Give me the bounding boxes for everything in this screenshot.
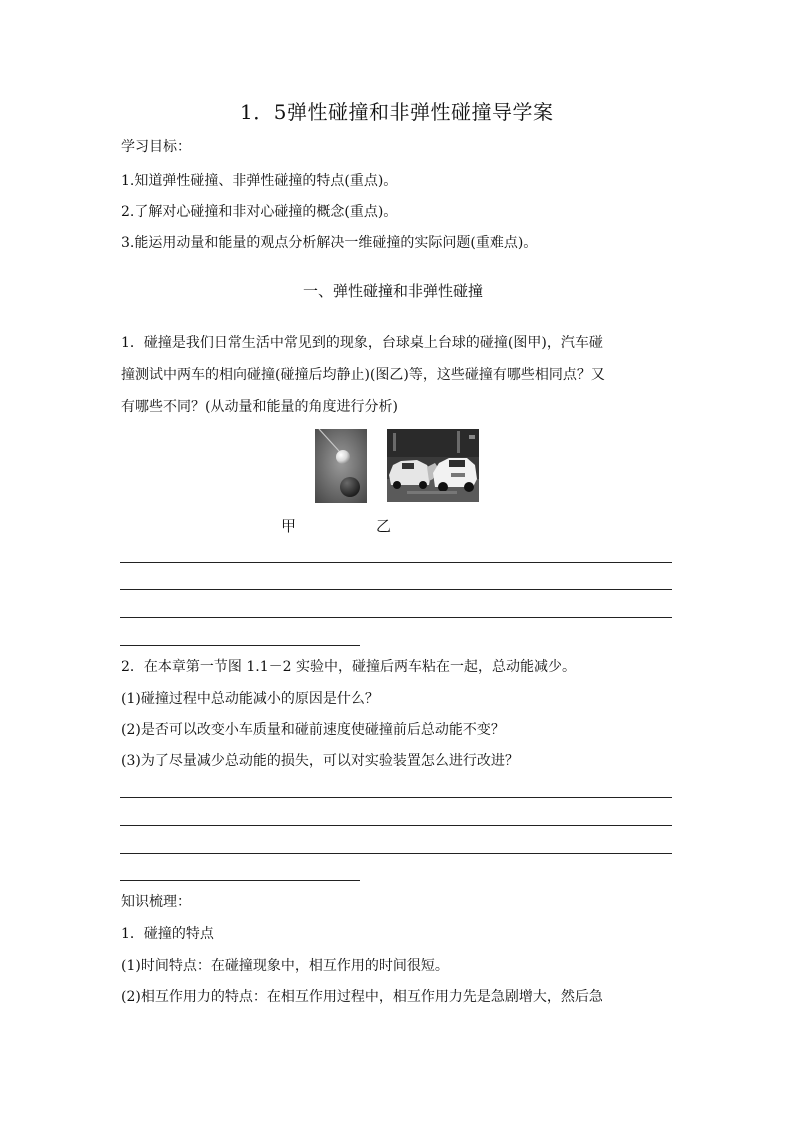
section-heading: 一、弹性碰撞和非弹性碰撞 xyxy=(303,282,484,300)
question-2-sub-2: (2)是否可以改变小车质量和碰前速度使碰撞前后总动能不变？ xyxy=(121,722,505,738)
figure-caption-b: 乙 xyxy=(376,517,392,535)
objective-item-1: 1.知道弹性碰撞、非弹性碰撞的特点(重点)。 xyxy=(121,173,398,189)
figure-caption-a: 甲 xyxy=(281,517,297,535)
objective-item-2: 2.了解对心碰撞和非对心碰撞的概念(重点)。 xyxy=(121,204,398,220)
billiard-collision-photo xyxy=(315,429,367,503)
answer-line xyxy=(120,617,672,618)
answer-line xyxy=(120,825,672,826)
objectives-heading: 学习目标： xyxy=(121,139,191,155)
answer-line xyxy=(120,645,360,646)
answer-line xyxy=(120,562,672,563)
summary-heading: 知识梳理： xyxy=(121,894,191,910)
page-title: 1．5弹性碰撞和非弹性碰撞导学案 xyxy=(240,100,554,124)
question-1-line-1: 1．碰撞是我们日常生活中常见到的现象，台球桌上台球的碰撞(图甲)，汽车碰 xyxy=(121,335,603,351)
answer-line xyxy=(120,880,360,881)
car-crash-photo xyxy=(387,429,479,502)
summary-line-1: (1)时间特点：在碰撞现象中，相互作用的时间很短。 xyxy=(121,958,449,974)
question-1-line-2: 撞测试中两车的相向碰撞(碰撞后均静止)(图乙)等，这些碰撞有哪些相同点？又 xyxy=(121,367,605,383)
summary-point-1: 1．碰撞的特点 xyxy=(121,926,214,942)
question-1-line-3: 有哪些不同？(从动量和能量的角度进行分析) xyxy=(121,399,398,415)
answer-line xyxy=(120,853,672,854)
answer-line xyxy=(120,797,672,798)
objective-item-3: 3.能运用动量和能量的观点分析解决一维碰撞的实际问题(重难点)。 xyxy=(121,235,538,251)
question-2-sub-1: (1)碰撞过程中总动能减小的原因是什么？ xyxy=(121,691,379,707)
summary-line-2: (2)相互作用力的特点：在相互作用过程中，相互作用力先是急剧增大，然后急 xyxy=(121,989,603,1005)
question-2-sub-3: (3)为了尽量减少总动能的损失，可以对实验装置怎么进行改进？ xyxy=(121,753,519,769)
question-2-stem: 2．在本章第一节图 1.1－2 实验中，碰撞后两车粘在一起，总动能减少。 xyxy=(121,659,576,675)
answer-line xyxy=(120,589,672,590)
